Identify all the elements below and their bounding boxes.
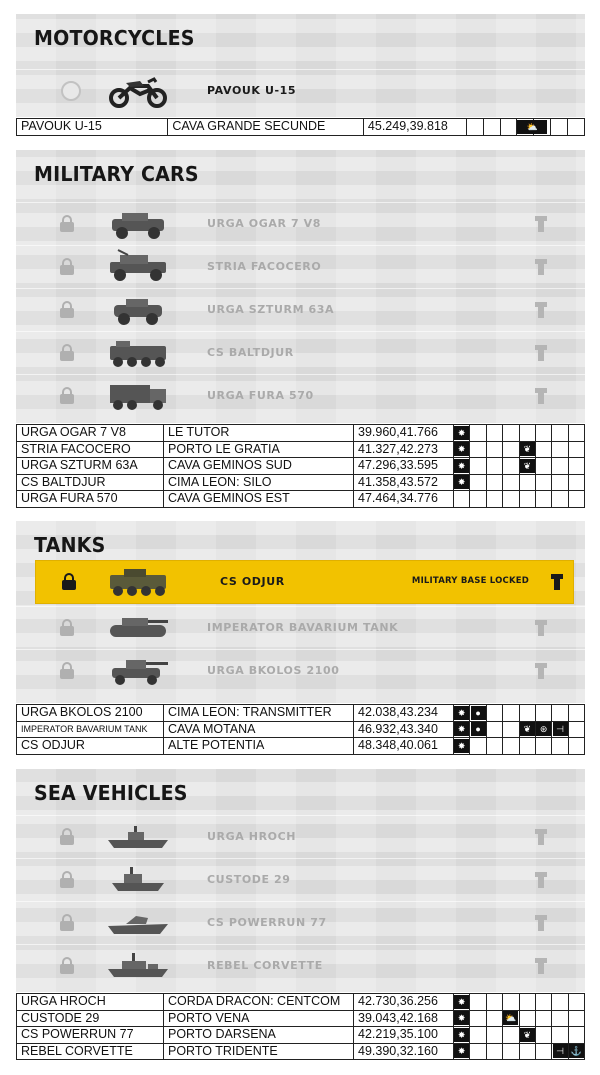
- name-cell: REBEL CORVETTE: [17, 1043, 164, 1060]
- tower-icon: [535, 872, 547, 888]
- coords-cell: 48.348,40.061: [354, 738, 454, 755]
- table-row: [17, 738, 585, 755]
- name-cell: STRIA FACOCERO: [17, 441, 164, 458]
- tower-icon: [535, 302, 547, 318]
- lock-icon: [60, 914, 74, 931]
- boat-icon: [106, 863, 170, 897]
- coords-cell: 39.960,41.766: [354, 425, 454, 442]
- vehicle-name: REBEL CORVETTE: [207, 959, 323, 972]
- name-cell: CS BALTDJUR: [17, 474, 164, 491]
- lock-icon: [60, 387, 74, 404]
- explosion-icon: ✸: [454, 475, 469, 489]
- location-cell: PORTO TRIDENTE: [164, 1043, 354, 1060]
- vehicle-name: STRIA FACOCERO: [207, 260, 322, 273]
- wing-icon: ❦: [520, 722, 535, 736]
- vehicle-name: CS BALTDJUR: [207, 346, 294, 359]
- section-title: MOTORCYCLES: [34, 26, 195, 50]
- vehicle-name: CS ODJUR: [220, 575, 285, 588]
- explosion-icon: ✸: [454, 722, 469, 736]
- tower-icon: [535, 915, 547, 931]
- vehicle-table: [16, 118, 585, 136]
- lock-icon: [60, 957, 74, 974]
- tanks-panel: [16, 521, 585, 703]
- vehicle-name: URGA OGAR 7 V8: [207, 217, 322, 230]
- gun-icon: ⊣: [553, 722, 568, 736]
- vehicle-row[interactable]: [16, 858, 585, 900]
- table-row: [17, 1043, 585, 1060]
- table-row: [17, 425, 585, 442]
- coords-cell: 47.464,34.776: [354, 491, 454, 508]
- vehicle-row[interactable]: [16, 944, 585, 986]
- vehicle-row[interactable]: [16, 245, 585, 287]
- vehicle-table: [16, 993, 585, 1060]
- military-truck-icon: [106, 379, 170, 413]
- lock-icon: [60, 258, 74, 275]
- location-cell: CAVA GRANDE SECUNDE: [168, 119, 364, 136]
- cloud-wing-icon: ⛅: [517, 120, 547, 134]
- name-cell: URGA BKOLOS 2100: [17, 705, 164, 722]
- location-cell: CIMA LEON: SILO: [164, 474, 354, 491]
- wing-icon: ❦: [520, 1028, 535, 1042]
- vehicle-row[interactable]: [16, 815, 585, 857]
- table-row: [17, 491, 585, 508]
- location-cell: CAVA MOTANA: [164, 721, 354, 738]
- wheel-icon: ⊛: [536, 722, 551, 736]
- lock-icon: [60, 662, 74, 679]
- explosion-icon: ✸: [454, 442, 469, 456]
- lock-icon: [62, 573, 76, 590]
- vehicle-name: URGA HROCH: [207, 830, 297, 843]
- name-cell: URGA HROCH: [17, 994, 164, 1011]
- anchor-icon: ⚓: [570, 1046, 583, 1057]
- vehicle-name: URGA SZTURM 63A: [207, 303, 335, 316]
- tank-icon: [106, 611, 170, 645]
- location-cell: CAVA GEMINOS SUD: [164, 458, 354, 475]
- boat-icon: [106, 906, 170, 940]
- coords-cell: 49.390,32.160: [354, 1043, 454, 1060]
- section-military-cars: [16, 150, 585, 508]
- explosion-icon: ✸: [454, 1044, 469, 1058]
- select-radio[interactable]: [61, 81, 81, 101]
- location-cell: CORDA DRACON: CENTCOM: [164, 994, 354, 1011]
- name-cell: URGA OGAR 7 V8: [17, 425, 164, 442]
- coords-cell: 42.730,36.256: [354, 994, 454, 1011]
- section-title: MILITARY CARS: [34, 162, 199, 186]
- name-cell: IMPERATOR BAVARIUM TANK: [17, 721, 164, 738]
- motorcycles-panel: [16, 14, 585, 117]
- boat-icon: [106, 820, 170, 854]
- table-row: [17, 721, 585, 738]
- drop-icon: ●: [471, 706, 486, 720]
- tank-icon: [106, 565, 170, 599]
- lock-icon: [60, 301, 74, 318]
- table-row: [17, 474, 585, 491]
- name-cell: CS ODJUR: [17, 738, 164, 755]
- tower-icon: [535, 216, 547, 232]
- vehicle-name: IMPERATOR BAVARIUM TANK: [207, 621, 399, 634]
- location-cell: CAVA GEMINOS EST: [164, 491, 354, 508]
- ship-icon: [106, 949, 170, 983]
- coords-cell: 41.327,42.273: [354, 441, 454, 458]
- table-row: [17, 1027, 585, 1044]
- tower-icon: [535, 958, 547, 974]
- section-title: TANKS: [34, 533, 106, 557]
- tower-icon: [551, 574, 563, 590]
- section-title: SEA VEHICLES: [34, 781, 188, 805]
- explosion-icon: ✸: [454, 739, 469, 753]
- table-row: [17, 441, 585, 458]
- section-motorcycles: [16, 14, 585, 136]
- vehicle-name: PAVOUK U-15: [207, 84, 297, 97]
- vehicle-row[interactable]: [16, 649, 585, 691]
- coords-cell: 41.358,43.572: [354, 474, 454, 491]
- explosion-icon: ✸: [454, 459, 469, 473]
- vehicle-name: URGA BKOLOS 2100: [207, 664, 340, 677]
- explosion-icon: ✸: [454, 706, 469, 720]
- name-cell: CS POWERRUN 77: [17, 1027, 164, 1044]
- location-cell: ALTE POTENTIA: [164, 738, 354, 755]
- military-car-icon: [106, 336, 170, 370]
- tower-icon: [535, 663, 547, 679]
- coords-cell: 42.038,43.234: [354, 705, 454, 722]
- tower-icon: [535, 345, 547, 361]
- motorcycle-icon: [106, 74, 170, 108]
- gun-icon: ⊣: [553, 1044, 568, 1058]
- section-tanks: [16, 521, 585, 755]
- location-cell: PORTO VENA: [164, 1010, 354, 1027]
- section-sea-vehicles: [16, 769, 585, 1060]
- tower-icon: [535, 620, 547, 636]
- drop-icon: ●: [471, 722, 486, 736]
- coords-cell: 47.296,33.595: [354, 458, 454, 475]
- military-car-icon: [106, 207, 170, 241]
- sea-vehicles-panel: [16, 769, 585, 992]
- vehicle-name: URGA FURA 570: [207, 389, 314, 402]
- military-car-icon: [106, 250, 170, 284]
- coords-cell: 39.043,42.168: [354, 1010, 454, 1027]
- table-row: [17, 705, 585, 722]
- vehicle-row[interactable]: [16, 606, 585, 648]
- location-cell: CIMA LEON: TRANSMITTER: [164, 705, 354, 722]
- coords-cell: 45.249,39.818: [363, 119, 466, 136]
- vehicle-row[interactable]: [16, 331, 585, 373]
- lock-icon: [60, 828, 74, 845]
- lock-icon: [60, 871, 74, 888]
- table-row: [17, 119, 585, 136]
- military-car-icon: [106, 293, 170, 327]
- vehicle-table: [16, 424, 585, 508]
- name-cell: PAVOUK U-15: [17, 119, 168, 136]
- name-cell: URGA FURA 570: [17, 491, 164, 508]
- cloud-wing-icon: ⛅: [505, 1013, 517, 1024]
- vehicle-row[interactable]: [16, 374, 585, 416]
- tower-icon: [535, 829, 547, 845]
- vehicle-row[interactable]: [16, 901, 585, 943]
- name-cell: CUSTODE 29: [17, 1010, 164, 1027]
- lock-icon: [60, 619, 74, 636]
- coords-cell: 46.932,43.340: [354, 721, 454, 738]
- name-cell: URGA SZTURM 63A: [17, 458, 164, 475]
- explosion-icon: ✸: [454, 1028, 469, 1042]
- vehicle-table: [16, 704, 585, 755]
- vehicle-name: CS POWERRUN 77: [207, 916, 327, 929]
- tank-icon: [106, 654, 170, 688]
- vehicle-row[interactable]: [16, 202, 585, 244]
- table-row: [17, 994, 585, 1011]
- table-row: [17, 1010, 585, 1027]
- location-cell: PORTO DARSENA: [164, 1027, 354, 1044]
- tower-icon: [535, 388, 547, 404]
- vehicle-row[interactable]: [16, 69, 585, 111]
- explosion-icon: ✸: [454, 426, 469, 440]
- lock-icon: [60, 215, 74, 232]
- wing-icon: ❦: [520, 459, 535, 473]
- location-cell: LE TUTOR: [164, 425, 354, 442]
- lock-icon: [60, 344, 74, 361]
- status-label: MILITARY BASE LOCKED: [411, 576, 529, 586]
- vehicle-row[interactable]: [16, 288, 585, 330]
- wing-icon: ❦: [520, 442, 535, 456]
- location-cell: PORTO LE GRATIA: [164, 441, 354, 458]
- military-cars-panel: [16, 150, 585, 423]
- explosion-icon: ✸: [454, 995, 469, 1009]
- explosion-icon: ✸: [454, 1011, 469, 1025]
- coords-cell: 42.219,35.100: [354, 1027, 454, 1044]
- vehicle-row-selected[interactable]: [36, 561, 573, 603]
- vehicle-name: CUSTODE 29: [207, 873, 291, 886]
- table-row: [17, 458, 585, 475]
- tower-icon: [535, 259, 547, 275]
